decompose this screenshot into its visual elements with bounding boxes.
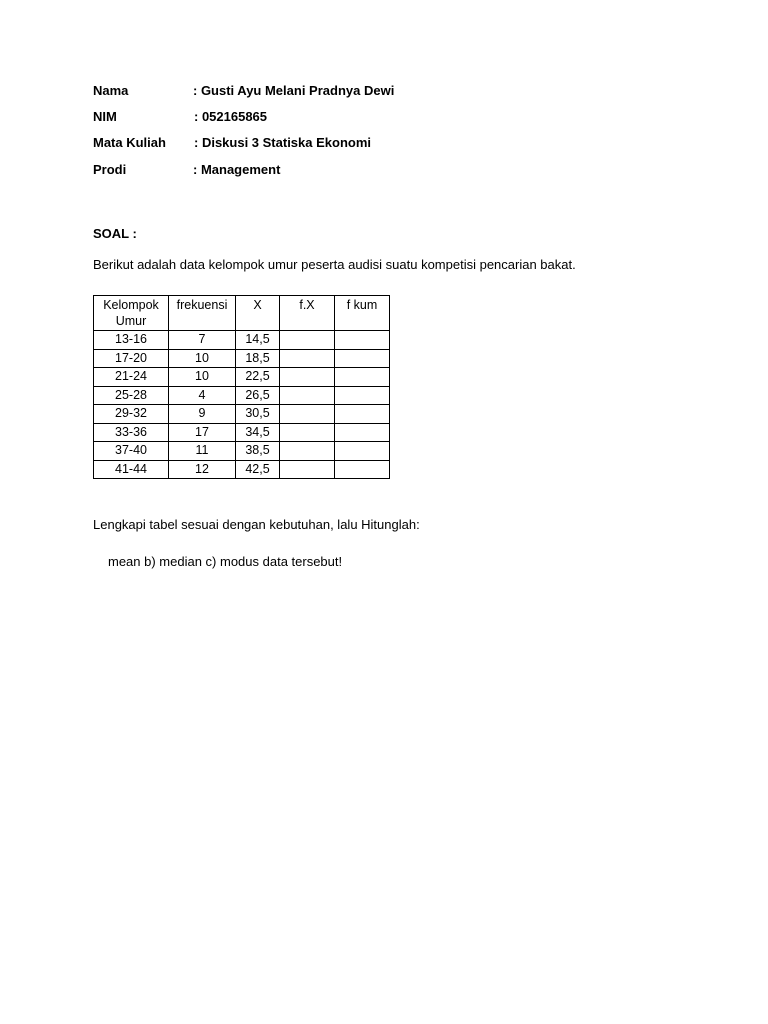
intro-paragraph: Berikut adalah data kelompok umur peserta audisi suatu kompetisi pencarian bakat. bbox=[93, 257, 576, 272]
header-kelompok-umur bbox=[94, 296, 169, 331]
cell-fx bbox=[280, 460, 335, 479]
cell-frekuensi: 4 bbox=[169, 386, 236, 405]
cell-kelompok: 29-32 bbox=[94, 405, 169, 424]
info-label: NIM bbox=[93, 109, 117, 124]
cell-fx bbox=[280, 442, 335, 461]
header-fx: f.X bbox=[280, 296, 335, 331]
cell-frekuensi: 10 bbox=[169, 368, 236, 387]
cell-fx bbox=[280, 349, 335, 368]
cell-fkum bbox=[335, 368, 390, 387]
cell-x: 34,5 bbox=[236, 423, 280, 442]
info-value: : Gusti Ayu Melani Pradnya Dewi bbox=[193, 83, 395, 98]
header-x: X bbox=[236, 296, 280, 331]
cell-fkum bbox=[335, 460, 390, 479]
instruction-paragraph: Lengkapi tabel sesuai dengan kebutuhan, lalu Hitunglah: bbox=[93, 517, 420, 532]
cell-fkum bbox=[335, 331, 390, 350]
cell-kelompok: 25-28 bbox=[94, 386, 169, 405]
cell-x: 22,5 bbox=[236, 368, 280, 387]
cell-kelompok: 33-36 bbox=[94, 423, 169, 442]
table-row bbox=[94, 460, 390, 479]
table-header-row bbox=[94, 296, 390, 331]
cell-fkum bbox=[335, 386, 390, 405]
cell-fkum bbox=[335, 442, 390, 461]
cell-kelompok: 17-20 bbox=[94, 349, 169, 368]
cell-x: 14,5 bbox=[236, 331, 280, 350]
table-row bbox=[94, 423, 390, 442]
cell-kelompok: 13-16 bbox=[94, 331, 169, 350]
cell-x: 18,5 bbox=[236, 349, 280, 368]
info-value: : Diskusi 3 Statiska Ekonomi bbox=[194, 135, 372, 150]
cell-fkum bbox=[335, 423, 390, 442]
cell-frekuensi: 10 bbox=[169, 349, 236, 368]
header-fkum: f kum bbox=[335, 296, 390, 331]
cell-fx bbox=[280, 331, 335, 350]
info-value: : Management bbox=[193, 162, 281, 177]
frequency-table bbox=[93, 295, 390, 479]
table-row bbox=[94, 442, 390, 461]
cell-kelompok: 21-24 bbox=[94, 368, 169, 387]
table-row bbox=[94, 368, 390, 387]
cell-frekuensi: 11 bbox=[169, 442, 236, 461]
cell-x: 42,5 bbox=[236, 460, 280, 479]
soal-heading: SOAL : bbox=[93, 226, 137, 241]
cell-fx bbox=[280, 405, 335, 424]
cell-x: 30,5 bbox=[236, 405, 280, 424]
table-row bbox=[94, 331, 390, 350]
table-row bbox=[94, 386, 390, 405]
header-kelompok-line1: Kelompok bbox=[103, 298, 159, 312]
cell-fx bbox=[280, 423, 335, 442]
info-label: Mata Kuliah bbox=[93, 135, 166, 150]
cell-kelompok: 41-44 bbox=[94, 460, 169, 479]
cell-fx bbox=[280, 368, 335, 387]
header-frekuensi: frekuensi bbox=[169, 296, 236, 331]
info-label: Prodi bbox=[93, 162, 127, 177]
header-kelompok-line2: Umur bbox=[115, 314, 147, 328]
cell-frekuensi: 12 bbox=[169, 460, 236, 479]
cell-fkum bbox=[335, 405, 390, 424]
questions-line: mean b) median c) modus data tersebut! bbox=[108, 554, 343, 569]
table-row bbox=[94, 405, 390, 424]
cell-kelompok: 37-40 bbox=[94, 442, 169, 461]
info-label: Nama bbox=[93, 83, 129, 98]
cell-frekuensi: 17 bbox=[169, 423, 236, 442]
cell-x: 26,5 bbox=[236, 386, 280, 405]
cell-frekuensi: 7 bbox=[169, 331, 236, 350]
info-value: : 052165865 bbox=[194, 109, 268, 124]
cell-frekuensi: 9 bbox=[169, 405, 236, 424]
cell-x: 38,5 bbox=[236, 442, 280, 461]
table-row bbox=[94, 349, 390, 368]
cell-fx bbox=[280, 386, 335, 405]
cell-fkum bbox=[335, 349, 390, 368]
